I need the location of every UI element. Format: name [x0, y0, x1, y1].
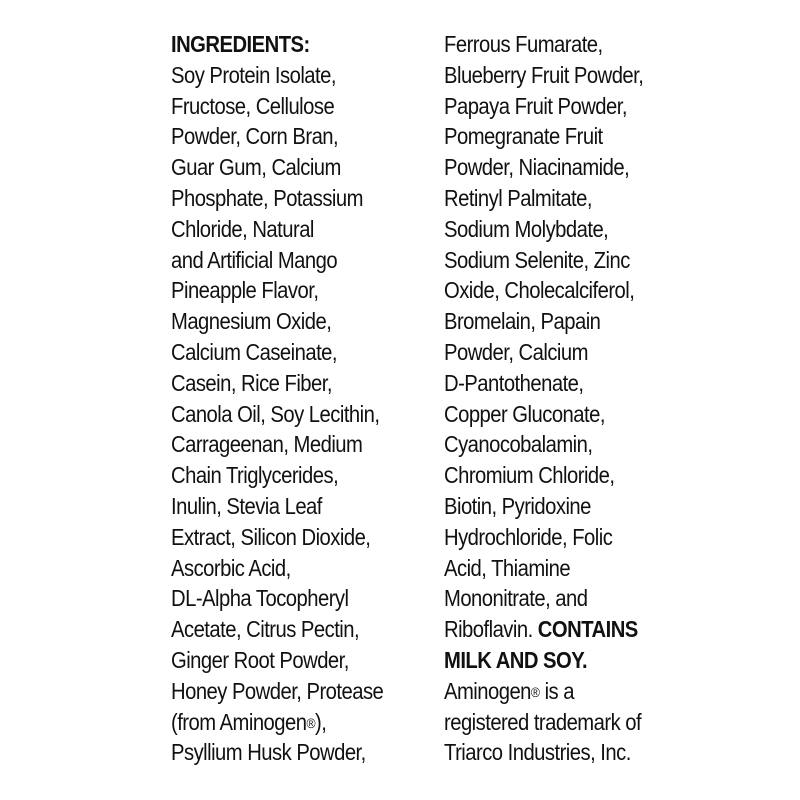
ingredient-line: D-Pantothenate, — [444, 369, 584, 396]
ingredient-line: Powder, Calcium — [444, 338, 588, 365]
allergen-statement-part2: MILK AND SOY. — [444, 646, 588, 673]
aminogen-suffix-text: ), — [315, 708, 327, 735]
ingredient-line: DL-Alpha Tocopheryl — [171, 585, 349, 612]
ingredient-line: Pineapple Flavor, — [171, 277, 319, 304]
ingredient-line: Soy Protein Isolate, — [171, 61, 336, 88]
ingredient-line: Ferrous Fumarate, — [444, 31, 603, 57]
ingredients-heading: INGREDIENTS: — [171, 31, 310, 57]
ingredient-line: Mononitrate, and — [444, 585, 588, 612]
ingredient-line: Calcium Caseinate, — [171, 338, 337, 365]
ingredient-line: Cyanocobalamin, — [444, 431, 593, 458]
ingredient-line: Fructose, Cellulose — [171, 92, 335, 119]
trademark-line-1 — [444, 676, 643, 707]
ingredient-line: Powder, Corn Bran, — [171, 123, 339, 150]
ingredient-line: Ascorbic Acid, — [171, 554, 291, 581]
riboflavin-text: Riboflavin. — [444, 616, 533, 643]
trademark-line-3: Triarco Industries, Inc. — [444, 739, 631, 766]
ingredient-line: Oxide, Cholecalciferol, — [444, 277, 635, 304]
ingredient-line: Inulin, Stevia Leaf — [171, 492, 322, 519]
ingredient-line: Casein, Rice Fiber, — [171, 369, 332, 396]
ingredient-line: and Artificial Mango — [171, 246, 338, 273]
ingredient-line: Hydrochloride, Folic — [444, 523, 613, 550]
ingredient-line: Sodium Molybdate, — [444, 215, 609, 242]
trademark-text: is a — [544, 677, 574, 704]
ingredient-line: Guar Gum, Calcium — [171, 154, 341, 181]
ingredient-line: Ginger Root Powder, — [171, 646, 349, 673]
ingredient-line: Copper Gluconate, — [444, 400, 605, 427]
ingredient-line: Chromium Chloride, — [444, 462, 615, 489]
ingredient-line: Papaya Fruit Powder, — [444, 92, 627, 119]
ingredient-line-aminogen — [171, 707, 383, 738]
registered-mark: ® — [306, 714, 316, 731]
ingredient-line: Powder, Niacinamide, — [444, 154, 630, 181]
aminogen-name: Aminogen — [444, 677, 531, 704]
trademark-line-2: registered trademark of — [444, 708, 642, 735]
ingredient-line: Retinyl Palmitate, — [444, 184, 592, 211]
ingredient-line: Blueberry Fruit Powder, — [444, 61, 644, 88]
allergen-statement-part1: CONTAINS — [537, 616, 638, 643]
registered-mark: ® — [530, 683, 540, 700]
ingredient-line: Carrageenan, Medium — [171, 431, 363, 458]
ingredient-line: Biotin, Pyridoxine — [444, 492, 591, 519]
riboflavin-contains-line — [444, 614, 643, 645]
ingredients-left-column — [171, 29, 383, 768]
ingredient-line: Canola Oil, Soy Lecithin, — [171, 400, 380, 427]
aminogen-prefix-text: (from Aminogen — [171, 708, 307, 735]
ingredient-line: Extract, Silicon Dioxide, — [171, 523, 371, 550]
ingredient-line: Chloride, Natural — [171, 215, 314, 242]
ingredient-line: Sodium Selenite, Zinc — [444, 246, 630, 273]
ingredient-line: Bromelain, Papain — [444, 308, 601, 335]
ingredient-line: Acetate, Citrus Pectin, — [171, 616, 360, 643]
ingredient-line: Acid, Thiamine — [444, 554, 571, 581]
ingredient-line: Phosphate, Potassium — [171, 184, 363, 211]
ingredient-line: Pomegranate Fruit — [444, 123, 603, 150]
ingredient-line: Magnesium Oxide, — [171, 308, 332, 335]
ingredient-line: Psyllium Husk Powder, — [171, 739, 366, 766]
ingredients-right-column — [444, 29, 643, 768]
ingredient-line: Chain Triglycerides, — [171, 462, 339, 489]
ingredient-line: Honey Powder, Protease — [171, 677, 384, 704]
